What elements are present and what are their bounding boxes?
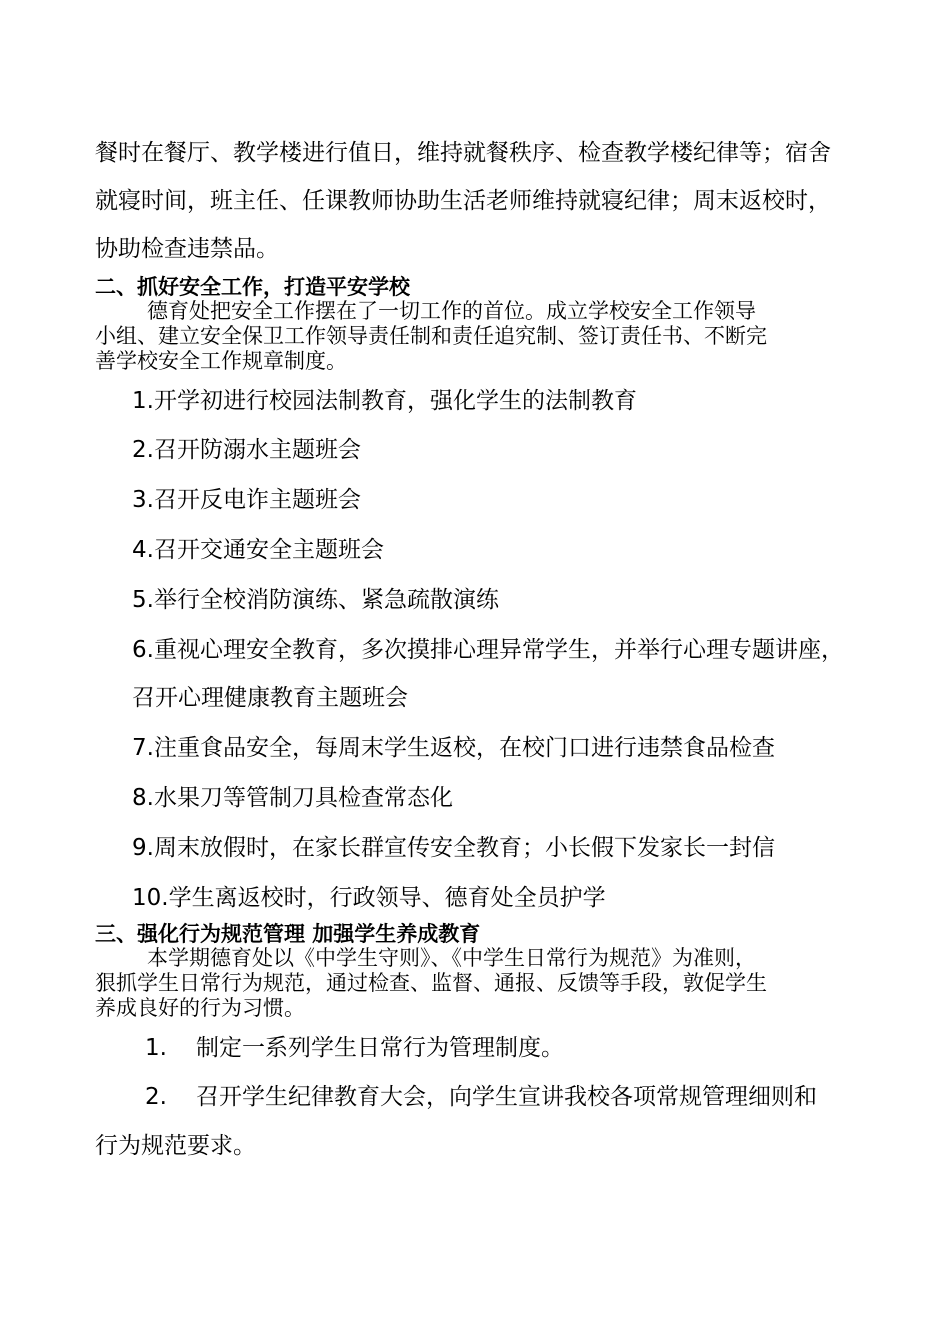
text-line: 善学校安全工作规章制度。 [95,349,347,373]
list-item: 召开学生纪律教育大会，向学生宣讲我校各项常规管理细则和 [196,1084,817,1110]
text-line: 小组、建立安全保卫工作领导责任制和责任追究制、签订责任书、不断完 [95,324,767,348]
list-item-continuation: 行为规范要求。 [95,1133,256,1159]
list-item-number: 2. [145,1084,167,1110]
text-line: 德育处把安全工作摆在了一切工作的首位。成立学校安全工作领导 [147,299,756,323]
list-item: 8.水果刀等管制刀具检查常态化 [132,785,453,811]
section-heading: 二、抓好安全工作，打造平安学校 [95,275,410,299]
section-heading: 三、强化行为规范管理 加强学生养成教育 [95,922,481,946]
list-item: 10.学生离返校时，行政领导、德育处全员护学 [132,885,606,911]
list-item: 2.召开防溺水主题班会 [132,437,361,463]
list-item: 1.开学初进行校园法制教育，强化学生的法制教育 [132,388,637,414]
text-line: 养成良好的行为习惯。 [95,996,305,1020]
list-item-number: 1. [145,1035,167,1061]
text-line: 餐时在餐厅、教学楼进行值日，维持就餐秩序、检查教学楼纪律等；宿舍 [95,140,831,166]
text-line: 本学期德育处以《中学生守则》、《中学生日常行为规范》为准则， [147,946,756,970]
list-item: 5.举行全校消防演练、紧急疏散演练 [132,587,499,613]
list-item: 9.周末放假时，在家长群宣传安全教育；小长假下发家长一封信 [132,835,775,861]
list-item-continuation: 召开心理健康教育主题班会 [132,685,408,711]
list-item: 7.注重食品安全，每周末学生返校，在校门口进行违禁食品检查 [132,735,775,761]
text-line: 狠抓学生日常行为规范，通过检查、监督、通报、反馈等手段，敦促学生 [95,971,767,995]
list-item: 4.召开交通安全主题班会 [132,537,384,563]
list-item: 制定一系列学生日常行为管理制度。 [196,1035,564,1061]
list-item: 3.召开反电诈主题班会 [132,487,361,513]
text-line: 就寝时间，班主任、任课教师协助生活老师维持就寝纪律；周末返校时， [95,188,831,214]
text-line: 协助检查违禁品。 [95,236,279,262]
list-item: 6.重视心理安全教育，多次摸排心理异常学生，并举行心理专题讲座， [132,637,844,663]
